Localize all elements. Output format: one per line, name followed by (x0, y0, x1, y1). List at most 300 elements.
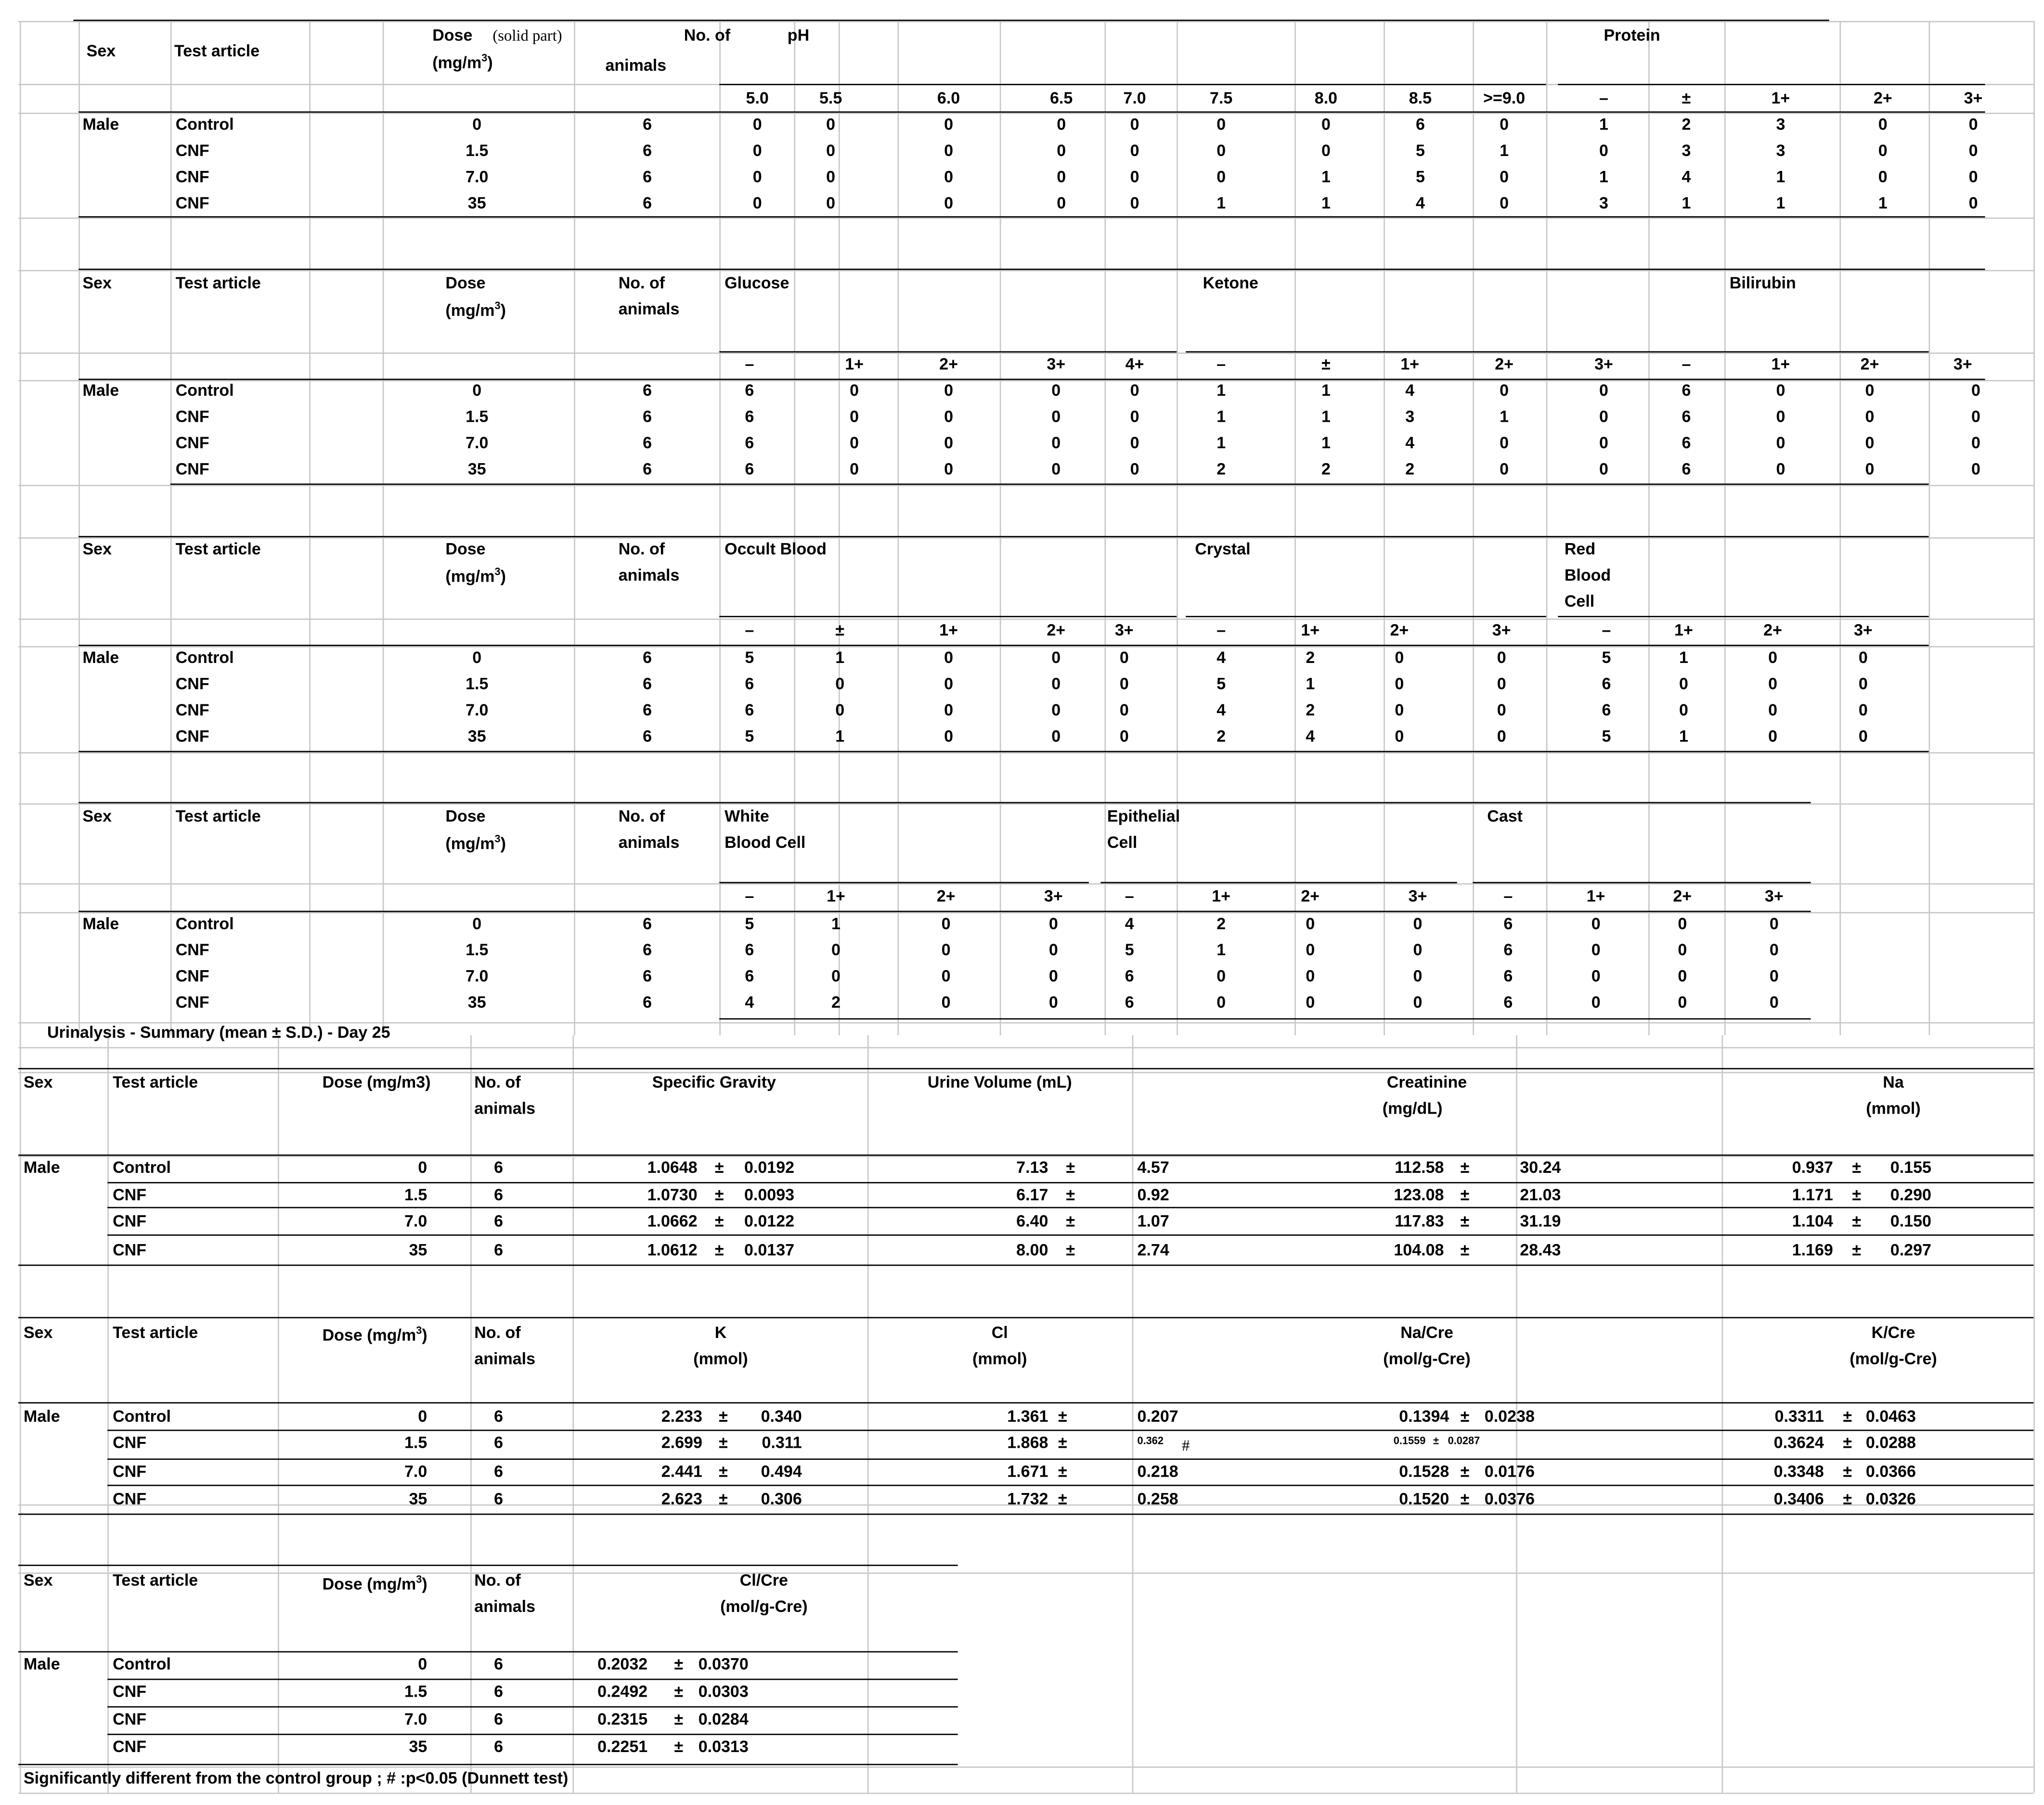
row-na-sd: 0.150 (1890, 1212, 1931, 1231)
row-wbc-3: 0 (1048, 941, 1058, 960)
plus-minus: ± (1460, 1462, 1470, 1481)
row-animal-count: 6 (494, 1710, 504, 1729)
row-wbc-0: 4 (745, 993, 754, 1012)
row-sex: Male (23, 1407, 60, 1426)
row-ketone-0: 1 (1216, 407, 1226, 426)
row-crystal-3: 0 (1497, 649, 1506, 667)
table-rule (18, 1265, 2033, 1266)
header-cl-unit: (mmol) (972, 1350, 1027, 1368)
row-ph-0: 0 (752, 141, 762, 160)
row-ph-0: 0 (752, 168, 762, 186)
plus-minus: ± (1066, 1186, 1075, 1205)
row-clcre-mean: 0.2492 (597, 1682, 648, 1701)
plus-minus: ± (1460, 1241, 1470, 1260)
header-dose: Dose (445, 807, 486, 826)
row-wbc-1: 1 (831, 914, 841, 933)
row-animal-count: 6 (494, 1186, 504, 1205)
row-ketone-2: 2 (1405, 460, 1415, 479)
row-bilirubin-3: 0 (1971, 381, 1980, 400)
header-test-article: Test article (113, 1571, 198, 1590)
row-glucose-0: 6 (745, 381, 754, 400)
row-test-article: CNF (113, 1462, 147, 1481)
row-wbc-2: 0 (941, 914, 951, 933)
header-dose: Dose (mg/m3) (322, 1073, 431, 1092)
unit-superscript: 3 (494, 299, 501, 312)
row-occult-3: 0 (1051, 675, 1061, 693)
row-ph-4: 0 (1130, 115, 1139, 134)
row-protein-1: 4 (1682, 168, 1691, 186)
unit-suffix: ) (500, 567, 506, 586)
header-glucose: Glucose (724, 273, 789, 292)
row-nacre-mean: 0.1559 (1393, 1435, 1426, 1447)
table-rule (18, 1047, 2033, 1049)
row-glucose-2: 0 (944, 433, 954, 453)
row-rbc-0: 5 (1602, 649, 1611, 667)
header-test-article: Test article (175, 273, 261, 292)
row-epi-2: 0 (1306, 967, 1315, 986)
row-na-mean: 1.104 (1792, 1212, 1833, 1231)
epi-level-2: 2+ (1301, 887, 1320, 906)
row-glucose-3: 0 (1051, 460, 1061, 479)
row-ph-6: 0 (1321, 141, 1331, 160)
header-na-unit: (mmol) (1866, 1099, 1921, 1118)
header-test-article: Test article (175, 807, 261, 826)
grid-line (2033, 1035, 2035, 1792)
row-animal-count: 6 (643, 381, 652, 400)
header-ketone: Ketone (1203, 273, 1258, 292)
row-wbc-2: 0 (941, 967, 951, 986)
row-protein-3: 1 (1878, 194, 1888, 212)
row-cl-mean: 1.732 (1007, 1490, 1048, 1508)
row-ph-1: 0 (826, 115, 836, 134)
table-rule (107, 1182, 2033, 1183)
row-sex: Male (23, 1158, 60, 1177)
row-protein-1: 2 (1682, 115, 1691, 134)
plus-minus: ± (714, 1186, 724, 1205)
plus-minus: ± (1843, 1462, 1852, 1481)
row-wbc-1: 2 (831, 993, 841, 1012)
table-rule (18, 752, 2033, 753)
row-cl-mean: 1.671 (1007, 1462, 1048, 1481)
ph-level-6: 8.0 (1314, 89, 1338, 108)
row-animal-count: 6 (494, 1241, 504, 1260)
row-ketone-0: 1 (1216, 381, 1226, 400)
header-ph: pH (787, 26, 810, 45)
row-clcre-mean: 0.2315 (597, 1710, 648, 1729)
plus-minus: ± (1058, 1462, 1067, 1481)
row-ph-8: 0 (1500, 115, 1509, 134)
table-rule (107, 1734, 957, 1735)
ketone-level-0: – (1216, 355, 1226, 374)
row-ketone-2: 4 (1405, 433, 1415, 453)
row-animal-count: 6 (643, 914, 652, 933)
plus-minus: ± (1460, 1407, 1470, 1426)
crystal-level-1: 1+ (1301, 621, 1320, 640)
header-protein: Protein (1604, 26, 1660, 45)
row-ph-8: 1 (1500, 141, 1509, 160)
unit-suffix: ) (422, 1326, 427, 1345)
row-ph-7: 5 (1415, 141, 1425, 160)
row-animal-count: 6 (643, 407, 652, 426)
row-rbc-3: 0 (1858, 649, 1868, 667)
row-cast-1: 0 (1591, 914, 1601, 933)
table-rule (18, 1156, 2033, 1157)
row-protein-2: 3 (1776, 141, 1785, 160)
plus-minus: ± (1066, 1158, 1075, 1177)
row-sg-mean: 1.0612 (647, 1241, 698, 1260)
header-creatinine-unit: (mg/dL) (1382, 1099, 1443, 1118)
row-rbc-1: 1 (1679, 727, 1688, 746)
row-wbc-1: 0 (831, 941, 841, 960)
row-occult-4: 0 (1119, 649, 1129, 667)
table-rule (18, 113, 2033, 114)
row-test-article: CNF (113, 1490, 147, 1508)
header-sex: Sex (23, 1324, 53, 1342)
row-kcre-sd: 0.0288 (1865, 1433, 1916, 1452)
plus-minus: ± (674, 1682, 684, 1701)
row-dose: 35 (409, 1738, 427, 1756)
table-rule (170, 483, 1929, 485)
table-rule (18, 21, 2033, 23)
row-protein-4: 0 (1968, 141, 1978, 160)
header-dose (323, 1575, 427, 1594)
glucose-level-4: 4+ (1125, 355, 1144, 374)
row-crystal-1: 2 (1306, 701, 1315, 720)
row-dose: 7.0 (466, 168, 489, 186)
ketone-level-3: 2+ (1495, 355, 1514, 374)
row-sex: Male (82, 649, 119, 667)
row-test-article: CNF (175, 407, 209, 426)
occult-level-2: 1+ (939, 621, 958, 640)
row-k-sd: 0.340 (761, 1407, 802, 1426)
row-uv-sd: 0.92 (1137, 1186, 1169, 1205)
row-occult-2: 0 (944, 675, 954, 693)
header-sex: Sex (23, 1571, 53, 1590)
row-sg-mean: 1.0662 (647, 1212, 698, 1231)
occult-level-3: 2+ (1047, 621, 1066, 640)
table-rule (719, 1018, 1811, 1020)
unit-superscript: 3 (494, 566, 501, 578)
header-epithelial-cell: Epithelial (1107, 807, 1180, 826)
table-rule (18, 646, 2033, 648)
row-crystal-2: 0 (1395, 701, 1404, 720)
row-glucose-3: 0 (1051, 381, 1061, 400)
row-epi-0: 4 (1125, 914, 1134, 933)
row-rbc-1: 0 (1679, 675, 1688, 693)
header-test-article: Test article (174, 42, 260, 61)
grid-line (1132, 1035, 1134, 1792)
unit-superscript: 3 (416, 1325, 422, 1337)
row-protein-1: 3 (1682, 141, 1691, 160)
row-animal-count: 6 (494, 1655, 504, 1674)
unit-suffix: ) (422, 1575, 427, 1594)
header-k-cre-unit: (mol/g-Cre) (1850, 1350, 1937, 1368)
occult-level-1: ± (835, 621, 845, 640)
row-na-mean: 1.169 (1792, 1241, 1833, 1260)
row-ph-5: 0 (1216, 141, 1226, 160)
row-ketone-0: 2 (1216, 460, 1226, 479)
row-animal-count: 6 (643, 194, 652, 212)
row-bilirubin-2: 0 (1865, 460, 1875, 479)
row-ph-7: 6 (1415, 115, 1425, 134)
table-rule (18, 1565, 958, 1566)
table-rule (18, 1514, 2033, 1515)
table-rule (107, 1234, 2033, 1236)
table-rule (18, 1155, 2033, 1156)
row-bilirubin-0: 6 (1682, 460, 1691, 479)
glucose-level-0: – (745, 355, 754, 374)
row-nacre-sd: 0.0287 (1448, 1435, 1480, 1447)
cast-level-1: 1+ (1586, 887, 1605, 906)
occult-level-0: – (745, 621, 754, 640)
plus-minus: ± (1058, 1407, 1067, 1426)
row-ketone-1: 2 (1321, 460, 1331, 479)
rbc-level-2: 2+ (1763, 621, 1783, 640)
table-rule (107, 1679, 957, 1680)
grid-line (1839, 21, 1841, 1036)
header-dose: Dose (432, 26, 473, 45)
row-ketone-1: 1 (1321, 433, 1331, 453)
row-ph-5: 0 (1216, 168, 1226, 186)
header-white-blood-cell: White (724, 807, 769, 826)
protein-level-0: – (1599, 89, 1608, 108)
epi-level-1: 1+ (1212, 887, 1231, 906)
row-crystal-1: 1 (1306, 675, 1315, 693)
table-rule (78, 379, 1985, 380)
row-crystal-1: 4 (1306, 727, 1315, 746)
row-occult-2: 0 (944, 649, 954, 667)
row-clcre-sd: 0.0303 (698, 1682, 749, 1701)
row-glucose-2: 0 (944, 460, 954, 479)
glucose-level-1: 1+ (845, 355, 864, 374)
row-animal-count: 6 (643, 168, 652, 186)
wbc-level-2: 2+ (936, 887, 956, 906)
row-test-article: CNF (175, 675, 209, 693)
row-wbc-0: 6 (745, 967, 754, 986)
grid-line (20, 1035, 21, 1792)
row-protein-1: 1 (1682, 194, 1691, 212)
row-ketone-3: 0 (1500, 433, 1509, 453)
row-cast-2: 0 (1678, 941, 1687, 960)
row-protein-2: 3 (1776, 115, 1785, 134)
row-test-article: Control (175, 115, 234, 134)
row-epi-3: 0 (1413, 914, 1423, 933)
unit-superscript: 3 (494, 833, 501, 845)
row-sg-sd: 0.0137 (744, 1241, 795, 1260)
occult-level-4: 3+ (1114, 621, 1134, 640)
row-dose: 0 (472, 381, 482, 400)
table-rule (78, 536, 1928, 537)
row-rbc-0: 6 (1602, 701, 1611, 720)
header-na: Na (1883, 1073, 1904, 1092)
unit-prefix: (mg/m (445, 301, 495, 320)
unit-prefix: (mg/m (445, 567, 495, 586)
row-cl-mean: 1.361 (1007, 1407, 1048, 1426)
grid-line (574, 21, 575, 1036)
row-cl-sd: 0.207 (1137, 1407, 1178, 1426)
row-sex: Male (23, 1655, 60, 1674)
plus-minus: ± (1433, 1435, 1439, 1447)
table-rule (18, 1572, 2033, 1574)
row-animal-count: 6 (494, 1490, 504, 1508)
header-crystal: Crystal (1195, 540, 1251, 558)
row-test-article: CNF (175, 168, 209, 186)
row-cl-sd: 0.258 (1137, 1490, 1178, 1508)
row-glucose-4: 0 (1130, 433, 1139, 453)
bilirubin-level-1: 1+ (1771, 355, 1790, 374)
row-rbc-1: 0 (1679, 701, 1688, 720)
header-animals: animals (474, 1597, 536, 1616)
row-dose: 0 (472, 649, 482, 667)
row-clcre-mean: 0.2032 (597, 1655, 648, 1674)
row-crystal-0: 4 (1216, 701, 1226, 720)
row-dose: 7.0 (466, 967, 489, 986)
row-occult-3: 0 (1051, 701, 1061, 720)
row-wbc-3: 0 (1048, 914, 1058, 933)
header-no-of: No. of (618, 540, 665, 558)
row-glucose-1: 0 (850, 433, 859, 453)
ph-level-1: 5.5 (819, 89, 842, 108)
epi-level-0: – (1125, 887, 1134, 906)
row-test-article: CNF (175, 993, 209, 1012)
row-cl-sd: 0.218 (1137, 1462, 1178, 1481)
table-rule (18, 1068, 2033, 1069)
header-animals: animals (618, 566, 680, 584)
row-dose: 7.0 (404, 1212, 427, 1231)
row-bilirubin-1: 0 (1776, 460, 1785, 479)
row-cast-2: 0 (1678, 993, 1687, 1012)
table-rule (107, 1207, 2033, 1208)
row-epi-1: 0 (1216, 967, 1226, 986)
row-kcre-sd: 0.0463 (1865, 1407, 1916, 1426)
header-na-cre: Na/Cre (1400, 1324, 1453, 1342)
row-glucose-3: 0 (1051, 407, 1061, 426)
row-ketone-0: 1 (1216, 433, 1226, 453)
row-dose: 0 (418, 1158, 427, 1177)
dose-label: Dose (mg/m (322, 1575, 416, 1594)
rbc-level-3: 3+ (1853, 621, 1873, 640)
table-rule (1473, 882, 1811, 883)
row-dose: 1.5 (466, 407, 489, 426)
row-animal-count: 6 (494, 1212, 504, 1231)
row-test-article: Control (113, 1158, 171, 1177)
plus-minus: ± (719, 1407, 728, 1426)
row-animal-count: 6 (643, 701, 652, 720)
wbc-level-0: – (745, 887, 754, 906)
grid-line (20, 21, 21, 1036)
row-ketone-4: 0 (1599, 407, 1608, 426)
ph-level-0: 5.0 (746, 89, 769, 108)
row-epi-3: 0 (1413, 967, 1423, 986)
row-glucose-2: 0 (944, 381, 954, 400)
grid-line (309, 21, 310, 1036)
header-na-cre-unit: (mol/g-Cre) (1383, 1350, 1471, 1368)
row-ketone-2: 4 (1405, 381, 1415, 400)
wbc-level-3: 3+ (1044, 887, 1063, 906)
row-rbc-2: 0 (1768, 727, 1778, 746)
row-k-mean: 2.699 (661, 1433, 702, 1452)
crystal-level-2: 2+ (1390, 621, 1409, 640)
table-rule (18, 270, 2033, 272)
header-cl-cre: Cl/Cre (739, 1571, 788, 1590)
row-occult-1: 1 (835, 727, 845, 746)
header-epithelial-cell: Cell (1107, 833, 1138, 852)
row-nacre-mean: 0.1394 (1399, 1407, 1449, 1426)
row-occult-3: 0 (1051, 649, 1061, 667)
plus-minus: ± (1843, 1407, 1852, 1426)
table-rule (18, 912, 2033, 913)
row-cre-sd: 31.19 (1520, 1212, 1561, 1231)
header-no-of: No. of (618, 273, 665, 292)
row-dose: 7.0 (466, 701, 489, 720)
table-rule (78, 645, 1928, 646)
ph-level-2: 6.0 (937, 89, 960, 108)
row-dose: 35 (409, 1490, 427, 1508)
row-animal-count: 6 (494, 1462, 504, 1481)
row-dose: 35 (467, 993, 486, 1012)
row-ph-1: 0 (826, 168, 836, 186)
header-dose: Dose (mg/m (322, 1326, 416, 1345)
header-animals: animals (605, 56, 667, 75)
row-cast-3: 0 (1769, 914, 1779, 933)
row-protein-3: 0 (1878, 168, 1888, 186)
significance-mark: # (1182, 1436, 1190, 1455)
header-k: K (714, 1324, 727, 1342)
row-glucose-1: 0 (850, 407, 859, 426)
header-dose-unit (445, 301, 506, 320)
plus-minus: ± (1460, 1212, 1470, 1231)
row-ketone-1: 1 (1321, 381, 1331, 400)
plus-minus: ± (1460, 1158, 1470, 1177)
row-cast-0: 6 (1503, 993, 1513, 1012)
protein-level-1: ± (1682, 89, 1691, 108)
protein-level-4: 3+ (1964, 89, 1983, 108)
row-ketone-4: 0 (1599, 433, 1608, 453)
row-epi-2: 0 (1306, 914, 1315, 933)
header-dose-unit (445, 568, 506, 586)
row-dose: 7.0 (404, 1462, 427, 1481)
row-crystal-0: 4 (1216, 649, 1226, 667)
header-animals: animals (618, 300, 680, 319)
row-wbc-1: 0 (831, 967, 841, 986)
row-wbc-3: 0 (1048, 993, 1058, 1012)
row-na-mean: 1.171 (1792, 1186, 1833, 1205)
row-test-article: CNF (175, 967, 209, 986)
row-dose: 1.5 (466, 141, 489, 160)
row-ketone-3: 0 (1500, 460, 1509, 479)
grid-line (1721, 1035, 1723, 1792)
row-na-sd: 0.290 (1890, 1186, 1931, 1205)
row-ph-6: 1 (1321, 194, 1331, 212)
row-dose: 7.0 (404, 1710, 427, 1729)
table-rule (78, 751, 1928, 753)
row-occult-0: 6 (745, 675, 754, 693)
unit-superscript: 3 (481, 52, 488, 64)
ph-level-8: >=9.0 (1483, 89, 1526, 108)
row-sex: Male (82, 914, 119, 933)
row-animal-count: 6 (643, 967, 652, 986)
table-rule (18, 1764, 958, 1766)
table-rule (18, 1651, 958, 1652)
row-ketone-4: 0 (1599, 381, 1608, 400)
epi-level-3: 3+ (1408, 887, 1427, 906)
table-rule (78, 802, 1811, 804)
plus-minus: ± (719, 1490, 728, 1508)
row-occult-4: 0 (1119, 675, 1129, 693)
row-protein-3: 0 (1878, 141, 1888, 160)
row-occult-0: 5 (745, 727, 754, 746)
plus-minus: ± (1843, 1433, 1852, 1452)
